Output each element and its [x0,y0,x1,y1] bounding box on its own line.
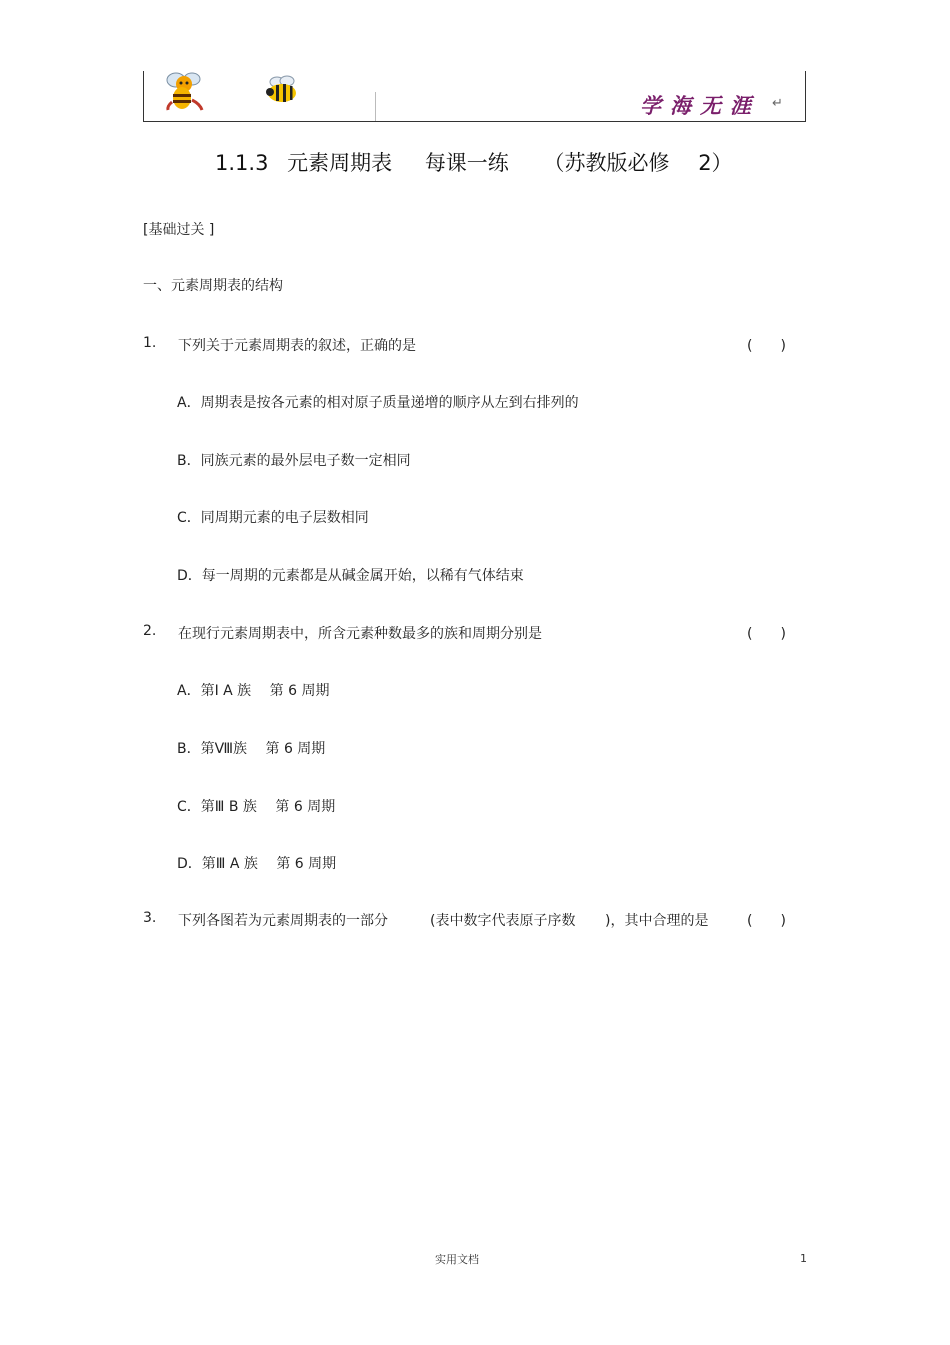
option-c: C．同周期元素的电子层数相同 [177,510,369,526]
title-name: 元素周期表 [287,151,393,175]
page-title [215,147,733,177]
bee-cartoon-icon [162,70,206,112]
paragraph-mark: ↵ [772,96,783,111]
title-sub: 每课一练 [424,151,509,175]
option-a: A．周期表是按各元素的相对原子质量递增的顺序从左到右排列的 [177,395,579,411]
question-stem-note: (表中数字代表原子序数 [430,913,576,929]
question-number: 2. [143,623,157,639]
bee-icon [263,74,301,104]
title-edition-num: 2） [698,151,733,175]
title-edition: （苏教版必修 [543,151,670,175]
option-a: A．第Ⅰ A 族 第 6 周期 [177,683,330,699]
section-heading: 一、元素周期表的结构 [143,278,283,294]
option-b: B．同族元素的最外层电子数一定相同 [177,453,411,469]
question-number: 1. [143,335,157,351]
header-mid-rule [375,92,376,121]
page-number: 1 [800,1252,807,1265]
header-motto: 学海无涯 [640,93,760,118]
question-number: 3. [143,910,157,926]
answer-paren: ( ) [747,913,786,929]
option-c: C．第Ⅲ B 族 第 6 周期 [177,799,336,815]
header-right-rule [805,71,806,121]
question-stem-end: )，其中合理的是 [605,913,709,929]
answer-paren: ( ) [747,338,786,354]
answer-paren: ( ) [747,626,786,642]
question-stem: 下列各图若为元素周期表的一部分 [178,913,388,929]
section-tag: [基础过关 ] [143,222,215,238]
option-d: D．每一周期的元素都是从碱金属开始，以稀有气体结束 [177,568,524,584]
title-code: 1.1.3 [215,151,269,175]
option-d: D．第Ⅲ A 族 第 6 周期 [177,856,337,872]
question-stem: 在现行元素周期表中，所含元素种数最多的族和周期分别是 [178,626,542,642]
footer-label: 实用文档 [435,1253,479,1266]
option-b: B．第Ⅷ族 第 6 周期 [177,741,326,757]
question-stem: 下列关于元素周期表的叙述，正确的是 [178,338,416,354]
header-left-rule [143,71,144,121]
header-bottom-rule [143,121,806,122]
